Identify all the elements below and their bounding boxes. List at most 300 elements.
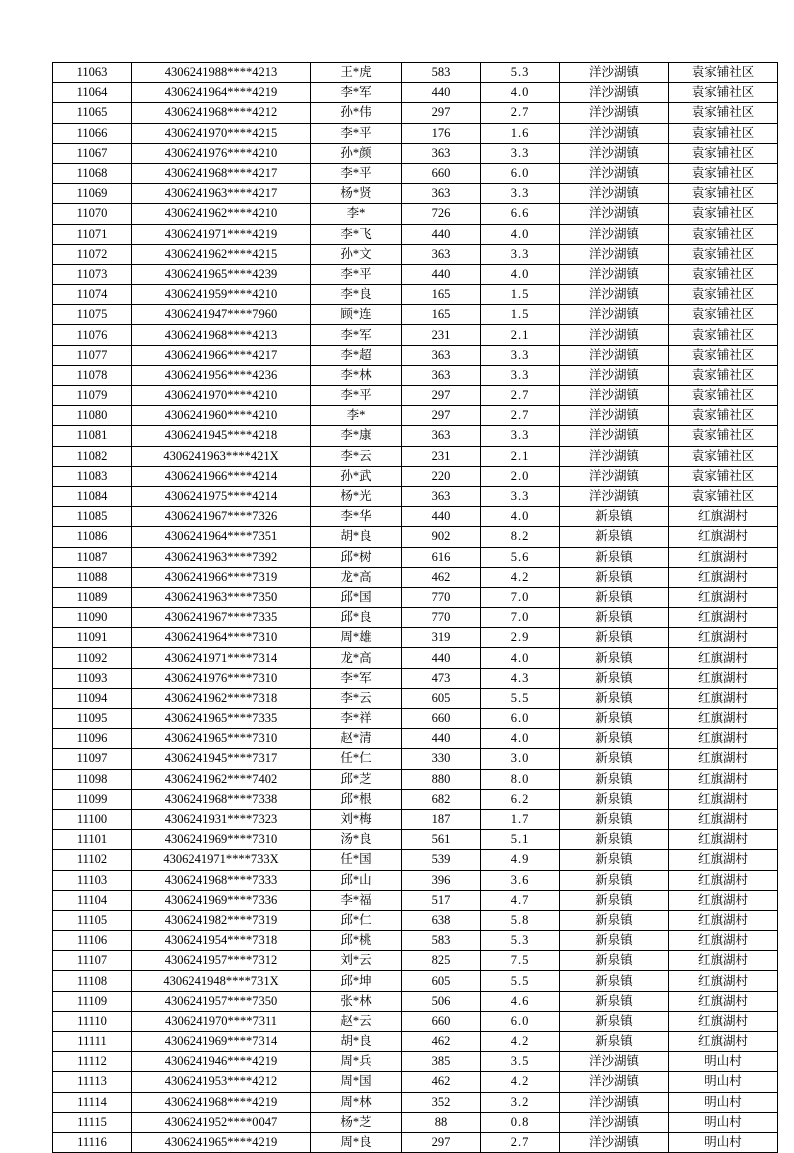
cell-id: 4306241963****4217	[132, 184, 311, 204]
cell-id: 4306241964****7351	[132, 527, 311, 547]
cell-rate: 8.0	[481, 769, 560, 789]
cell-name: 李*林	[311, 365, 402, 385]
table-row	[53, 244, 778, 264]
cell-rate: 4.0	[481, 224, 560, 244]
cell-amount: 462	[402, 1072, 481, 1092]
cell-village: 袁家铺社区	[669, 83, 778, 103]
cell-town: 洋沙湖镇	[560, 123, 669, 143]
cell-town: 新泉镇	[560, 547, 669, 567]
cell-id: 4306241964****4219	[132, 83, 311, 103]
cell-village: 红旗湖村	[669, 789, 778, 809]
cell-village: 红旗湖村	[669, 769, 778, 789]
cell-id: 4306241957****7350	[132, 991, 311, 1011]
cell-id: 4306241968****4213	[132, 325, 311, 345]
cell-town: 新泉镇	[560, 668, 669, 688]
cell-town: 新泉镇	[560, 809, 669, 829]
cell-name: 赵*清	[311, 729, 402, 749]
table-row	[53, 910, 778, 930]
cell-name: 邱*树	[311, 547, 402, 567]
cell-id: 4306241968****7333	[132, 870, 311, 890]
cell-amount: 88	[402, 1112, 481, 1132]
cell-amount: 616	[402, 547, 481, 567]
cell-village: 红旗湖村	[669, 1032, 778, 1052]
cell-id: 4306241970****4210	[132, 386, 311, 406]
cell-town: 新泉镇	[560, 931, 669, 951]
cell-id: 4306241962****4210	[132, 204, 311, 224]
cell-village: 明山村	[669, 1112, 778, 1132]
cell-amount: 440	[402, 264, 481, 284]
table-row	[53, 184, 778, 204]
cell-village: 红旗湖村	[669, 648, 778, 668]
table-body	[53, 63, 778, 1153]
cell-seq: 11082	[53, 446, 132, 466]
cell-amount: 473	[402, 668, 481, 688]
cell-rate: 3.2	[481, 1092, 560, 1112]
cell-id: 4306241966****7319	[132, 567, 311, 587]
cell-seq: 11067	[53, 143, 132, 163]
table-row	[53, 628, 778, 648]
cell-id: 4306241931****7323	[132, 809, 311, 829]
cell-seq: 11072	[53, 244, 132, 264]
cell-amount: 682	[402, 789, 481, 809]
cell-id: 4306241970****4215	[132, 123, 311, 143]
table-row	[53, 123, 778, 143]
cell-amount: 297	[402, 1132, 481, 1152]
cell-town: 新泉镇	[560, 729, 669, 749]
cell-id: 4306241969****7336	[132, 890, 311, 910]
cell-village: 红旗湖村	[669, 931, 778, 951]
cell-rate: 4.7	[481, 890, 560, 910]
cell-rate: 3.3	[481, 184, 560, 204]
cell-name: 李*平	[311, 264, 402, 284]
table-row	[53, 143, 778, 163]
cell-rate: 4.0	[481, 264, 560, 284]
cell-amount: 462	[402, 1032, 481, 1052]
cell-rate: 3.3	[481, 143, 560, 163]
cell-rate: 5.3	[481, 63, 560, 83]
cell-rate: 7.0	[481, 608, 560, 628]
cell-name: 胡*良	[311, 1032, 402, 1052]
cell-rate: 5.8	[481, 910, 560, 930]
cell-amount: 726	[402, 204, 481, 224]
cell-village: 袁家铺社区	[669, 143, 778, 163]
table-row	[53, 567, 778, 587]
table-row	[53, 1052, 778, 1072]
cell-rate: 2.0	[481, 466, 560, 486]
cell-amount: 583	[402, 63, 481, 83]
cell-village: 红旗湖村	[669, 951, 778, 971]
table-row	[53, 769, 778, 789]
cell-town: 新泉镇	[560, 688, 669, 708]
cell-seq: 11115	[53, 1112, 132, 1132]
cell-town: 新泉镇	[560, 1032, 669, 1052]
table-row	[53, 709, 778, 729]
table-row	[53, 446, 778, 466]
cell-name: 杨*芝	[311, 1112, 402, 1132]
cell-village: 明山村	[669, 1052, 778, 1072]
table-row	[53, 1032, 778, 1052]
cell-rate: 5.6	[481, 547, 560, 567]
cell-town: 洋沙湖镇	[560, 1132, 669, 1152]
cell-rate: 2.1	[481, 325, 560, 345]
cell-id: 4306241963****421X	[132, 446, 311, 466]
cell-village: 红旗湖村	[669, 527, 778, 547]
cell-name: 邱*山	[311, 870, 402, 890]
table-row	[53, 426, 778, 446]
cell-id: 4306241953****4212	[132, 1072, 311, 1092]
cell-village: 袁家铺社区	[669, 204, 778, 224]
table-row	[53, 486, 778, 506]
cell-rate: 3.5	[481, 1052, 560, 1072]
cell-amount: 605	[402, 688, 481, 708]
cell-amount: 396	[402, 870, 481, 890]
cell-rate: 8.2	[481, 527, 560, 547]
cell-town: 洋沙湖镇	[560, 466, 669, 486]
cell-name: 任*仁	[311, 749, 402, 769]
cell-town: 新泉镇	[560, 567, 669, 587]
cell-seq: 11095	[53, 709, 132, 729]
cell-name: 邱*坤	[311, 971, 402, 991]
cell-village: 袁家铺社区	[669, 466, 778, 486]
cell-name: 李*云	[311, 688, 402, 708]
cell-village: 红旗湖村	[669, 870, 778, 890]
cell-village: 袁家铺社区	[669, 163, 778, 183]
cell-village: 红旗湖村	[669, 830, 778, 850]
cell-id: 4306241967****7335	[132, 608, 311, 628]
cell-amount: 385	[402, 1052, 481, 1072]
cell-name: 李*	[311, 406, 402, 426]
cell-amount: 363	[402, 143, 481, 163]
cell-rate: 6.2	[481, 789, 560, 809]
cell-rate: 4.0	[481, 648, 560, 668]
cell-id: 4306241964****7310	[132, 628, 311, 648]
cell-rate: 3.3	[481, 244, 560, 264]
cell-town: 洋沙湖镇	[560, 486, 669, 506]
cell-seq: 11089	[53, 587, 132, 607]
cell-amount: 187	[402, 809, 481, 829]
table-row	[53, 1112, 778, 1132]
cell-town: 洋沙湖镇	[560, 143, 669, 163]
cell-village: 袁家铺社区	[669, 123, 778, 143]
cell-amount: 440	[402, 83, 481, 103]
cell-seq: 11086	[53, 527, 132, 547]
cell-town: 新泉镇	[560, 709, 669, 729]
cell-rate: 4.3	[481, 668, 560, 688]
cell-name: 孙*武	[311, 466, 402, 486]
cell-name: 李*	[311, 204, 402, 224]
table-row	[53, 668, 778, 688]
cell-town: 洋沙湖镇	[560, 1052, 669, 1072]
cell-town: 洋沙湖镇	[560, 446, 669, 466]
cell-village: 红旗湖村	[669, 809, 778, 829]
cell-id: 4306241966****4217	[132, 345, 311, 365]
cell-amount: 660	[402, 163, 481, 183]
cell-seq: 11110	[53, 1011, 132, 1031]
cell-village: 红旗湖村	[669, 749, 778, 769]
cell-seq: 11069	[53, 184, 132, 204]
cell-amount: 825	[402, 951, 481, 971]
cell-name: 王*虎	[311, 63, 402, 83]
cell-amount: 440	[402, 507, 481, 527]
cell-town: 洋沙湖镇	[560, 406, 669, 426]
cell-id: 4306241971****733X	[132, 850, 311, 870]
cell-seq: 11094	[53, 688, 132, 708]
cell-seq: 11099	[53, 789, 132, 809]
cell-village: 袁家铺社区	[669, 305, 778, 325]
cell-village: 红旗湖村	[669, 688, 778, 708]
cell-amount: 363	[402, 244, 481, 264]
cell-rate: 3.3	[481, 486, 560, 506]
table-row	[53, 163, 778, 183]
cell-town: 新泉镇	[560, 507, 669, 527]
cell-id: 4306241975****4214	[132, 486, 311, 506]
cell-seq: 11098	[53, 769, 132, 789]
cell-seq: 11107	[53, 951, 132, 971]
cell-town: 新泉镇	[560, 991, 669, 1011]
cell-amount: 517	[402, 890, 481, 910]
cell-town: 洋沙湖镇	[560, 1112, 669, 1132]
subsidy-table	[52, 62, 778, 1153]
cell-name: 周*雄	[311, 628, 402, 648]
cell-name: 李*平	[311, 386, 402, 406]
cell-rate: 0.8	[481, 1112, 560, 1132]
table-row	[53, 224, 778, 244]
cell-village: 红旗湖村	[669, 587, 778, 607]
cell-amount: 319	[402, 628, 481, 648]
cell-town: 洋沙湖镇	[560, 325, 669, 345]
cell-rate: 4.6	[481, 991, 560, 1011]
cell-name: 邱*根	[311, 789, 402, 809]
cell-id: 4306241965****7335	[132, 709, 311, 729]
cell-seq: 11064	[53, 83, 132, 103]
cell-town: 新泉镇	[560, 608, 669, 628]
cell-seq: 11091	[53, 628, 132, 648]
cell-rate: 1.7	[481, 809, 560, 829]
cell-amount: 220	[402, 466, 481, 486]
cell-seq: 11114	[53, 1092, 132, 1112]
cell-seq: 11080	[53, 406, 132, 426]
cell-amount: 440	[402, 648, 481, 668]
cell-rate: 4.2	[481, 567, 560, 587]
cell-rate: 5.3	[481, 931, 560, 951]
cell-id: 4306241945****4218	[132, 426, 311, 446]
cell-village: 红旗湖村	[669, 709, 778, 729]
cell-rate: 5.1	[481, 830, 560, 850]
cell-id: 4306241963****7392	[132, 547, 311, 567]
cell-amount: 440	[402, 729, 481, 749]
table-row	[53, 608, 778, 628]
table-row	[53, 890, 778, 910]
cell-seq: 11088	[53, 567, 132, 587]
cell-amount: 660	[402, 1011, 481, 1031]
cell-name: 李*华	[311, 507, 402, 527]
table-row	[53, 305, 778, 325]
table-row	[53, 325, 778, 345]
cell-name: 杨*光	[311, 486, 402, 506]
cell-name: 李*超	[311, 345, 402, 365]
cell-village: 袁家铺社区	[669, 406, 778, 426]
cell-name: 李*平	[311, 163, 402, 183]
cell-village: 红旗湖村	[669, 729, 778, 749]
cell-name: 邱*良	[311, 608, 402, 628]
cell-name: 邱*仁	[311, 910, 402, 930]
cell-id: 4306241948****731X	[132, 971, 311, 991]
cell-id: 4306241963****7350	[132, 587, 311, 607]
cell-seq: 11079	[53, 386, 132, 406]
table-row	[53, 830, 778, 850]
cell-seq: 11087	[53, 547, 132, 567]
cell-id: 4306241965****4239	[132, 264, 311, 284]
cell-seq: 11096	[53, 729, 132, 749]
cell-rate: 4.2	[481, 1072, 560, 1092]
cell-id: 4306241968****7338	[132, 789, 311, 809]
cell-rate: 3.6	[481, 870, 560, 890]
cell-town: 洋沙湖镇	[560, 163, 669, 183]
cell-name: 李*平	[311, 123, 402, 143]
cell-town: 洋沙湖镇	[560, 244, 669, 264]
cell-rate: 1.5	[481, 305, 560, 325]
cell-name: 龙*高	[311, 567, 402, 587]
cell-name: 周*国	[311, 1072, 402, 1092]
cell-village: 袁家铺社区	[669, 244, 778, 264]
cell-id: 4306241946****4219	[132, 1052, 311, 1072]
cell-id: 4306241976****7310	[132, 668, 311, 688]
cell-village: 红旗湖村	[669, 910, 778, 930]
cell-amount: 660	[402, 709, 481, 729]
cell-name: 赵*云	[311, 1011, 402, 1031]
table-row	[53, 285, 778, 305]
cell-town: 新泉镇	[560, 951, 669, 971]
cell-rate: 1.5	[481, 285, 560, 305]
cell-id: 4306241971****7314	[132, 648, 311, 668]
table-row	[53, 789, 778, 809]
table-row	[53, 729, 778, 749]
cell-village: 红旗湖村	[669, 1011, 778, 1031]
cell-rate: 2.7	[481, 406, 560, 426]
cell-seq: 11074	[53, 285, 132, 305]
table-row	[53, 951, 778, 971]
cell-name: 刘*云	[311, 951, 402, 971]
cell-seq: 11105	[53, 910, 132, 930]
cell-seq: 11066	[53, 123, 132, 143]
cell-name: 孙*文	[311, 244, 402, 264]
cell-rate: 4.0	[481, 729, 560, 749]
cell-village: 明山村	[669, 1092, 778, 1112]
cell-amount: 165	[402, 305, 481, 325]
cell-id: 4306241965****7310	[132, 729, 311, 749]
table-row	[53, 264, 778, 284]
cell-id: 4306241971****4219	[132, 224, 311, 244]
cell-seq: 11071	[53, 224, 132, 244]
cell-rate: 3.3	[481, 426, 560, 446]
cell-town: 新泉镇	[560, 527, 669, 547]
table-row	[53, 688, 778, 708]
cell-amount: 176	[402, 123, 481, 143]
cell-id: 4306241947****7960	[132, 305, 311, 325]
cell-id: 4306241967****7326	[132, 507, 311, 527]
cell-rate: 5.5	[481, 971, 560, 991]
cell-seq: 11113	[53, 1072, 132, 1092]
cell-name: 张*林	[311, 991, 402, 1011]
cell-rate: 2.7	[481, 1132, 560, 1152]
cell-village: 红旗湖村	[669, 991, 778, 1011]
cell-id: 4306241959****4210	[132, 285, 311, 305]
cell-town: 洋沙湖镇	[560, 285, 669, 305]
cell-village: 袁家铺社区	[669, 264, 778, 284]
cell-village: 袁家铺社区	[669, 426, 778, 446]
cell-name: 邱*桃	[311, 931, 402, 951]
cell-town: 洋沙湖镇	[560, 184, 669, 204]
cell-name: 刘*梅	[311, 809, 402, 829]
cell-town: 洋沙湖镇	[560, 1092, 669, 1112]
cell-name: 邱*芝	[311, 769, 402, 789]
cell-id: 4306241965****4219	[132, 1132, 311, 1152]
cell-village: 红旗湖村	[669, 850, 778, 870]
table-row	[53, 345, 778, 365]
cell-seq: 11068	[53, 163, 132, 183]
cell-id: 4306241956****4236	[132, 365, 311, 385]
table-row	[53, 587, 778, 607]
cell-town: 新泉镇	[560, 830, 669, 850]
cell-seq: 11090	[53, 608, 132, 628]
cell-seq: 11103	[53, 870, 132, 890]
cell-town: 新泉镇	[560, 628, 669, 648]
cell-town: 洋沙湖镇	[560, 204, 669, 224]
table-row	[53, 971, 778, 991]
table-row	[53, 1011, 778, 1031]
cell-town: 洋沙湖镇	[560, 264, 669, 284]
cell-amount: 902	[402, 527, 481, 547]
cell-town: 洋沙湖镇	[560, 63, 669, 83]
cell-id: 4306241962****7318	[132, 688, 311, 708]
cell-village: 红旗湖村	[669, 668, 778, 688]
cell-town: 新泉镇	[560, 749, 669, 769]
table-row	[53, 547, 778, 567]
table-row	[53, 204, 778, 224]
cell-seq: 11111	[53, 1032, 132, 1052]
table-row	[53, 83, 778, 103]
cell-amount: 440	[402, 224, 481, 244]
cell-seq: 11065	[53, 103, 132, 123]
table-row	[53, 507, 778, 527]
cell-town: 新泉镇	[560, 850, 669, 870]
cell-town: 新泉镇	[560, 1011, 669, 1031]
cell-seq: 11084	[53, 486, 132, 506]
cell-rate: 7.0	[481, 587, 560, 607]
cell-name: 任*国	[311, 850, 402, 870]
cell-town: 洋沙湖镇	[560, 305, 669, 325]
cell-seq: 11112	[53, 1052, 132, 1072]
cell-amount: 561	[402, 830, 481, 850]
cell-village: 红旗湖村	[669, 547, 778, 567]
cell-village: 袁家铺社区	[669, 103, 778, 123]
table-row	[53, 365, 778, 385]
cell-amount: 583	[402, 931, 481, 951]
cell-rate: 3.3	[481, 365, 560, 385]
cell-rate: 2.1	[481, 446, 560, 466]
cell-name: 李*军	[311, 325, 402, 345]
cell-village: 红旗湖村	[669, 567, 778, 587]
cell-name: 邱*国	[311, 587, 402, 607]
cell-id: 4306241960****4210	[132, 406, 311, 426]
cell-rate: 3.0	[481, 749, 560, 769]
cell-town: 新泉镇	[560, 890, 669, 910]
cell-seq: 11075	[53, 305, 132, 325]
cell-id: 4306241968****4212	[132, 103, 311, 123]
cell-seq: 11070	[53, 204, 132, 224]
cell-town: 新泉镇	[560, 870, 669, 890]
cell-amount: 363	[402, 184, 481, 204]
